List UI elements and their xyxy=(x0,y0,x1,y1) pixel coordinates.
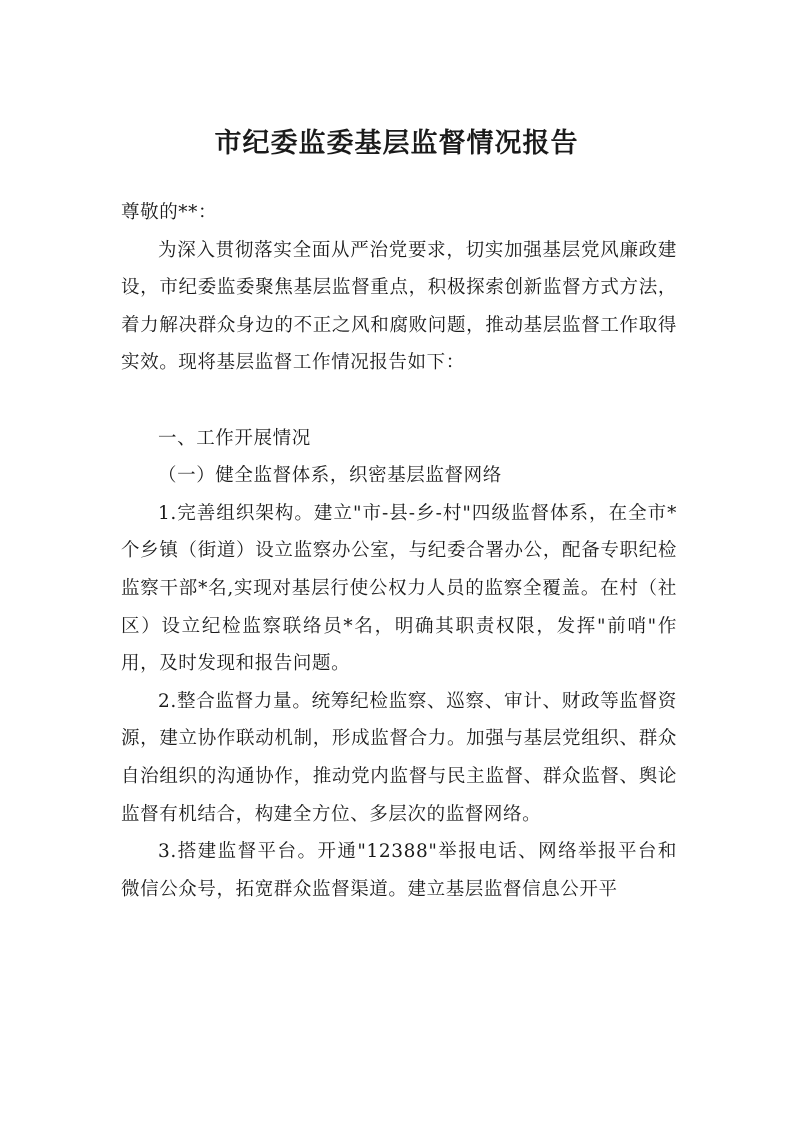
document-body xyxy=(121,194,677,908)
intro-paragraph: 为深入贯彻落实全面从严治党要求，切实加强基层党风廉政建设，市纪委监委聚焦基层监督重点，积极探索创新监督方式方法，着力解决群众身边的不正之风和腐败问题，推动基层监督工作取得实效。现将基层监督工作情况报告如下： xyxy=(121,239,677,374)
section-heading: 一、工作开展情况 xyxy=(158,427,311,449)
paragraph-spacer xyxy=(121,382,677,420)
body-paragraph: 2.整合监督力量。统筹纪检监察、巡察、审计、财政等监督资源，建立协作联动机制，形成监督合力。加强与基层党组织、群众自治组织的沟通协作，推动党内监督与民主监督、群众监督、舆论监督有机结合，构建全方位、多层次的监督网络。 xyxy=(121,690,677,825)
salutation: 尊敬的**： xyxy=(121,202,218,223)
subsection-heading: （一）健全监督体系，织密基层监督网络 xyxy=(158,465,502,487)
body-paragraph: 3.搭建监督平台。开通"12388"举报电话、网络举报平台和微信公众号，拓宽群众监督渠道。建立基层监督信息公开平 xyxy=(121,841,677,900)
document-title: 市纪委监委基层监督情况报告 xyxy=(214,128,579,159)
body-paragraph: 1.完善组织架构。建立"市-县-乡-村"四级监督体系，在全市*个乡镇（街道）设立监察办公室，与纪委合署办公，配备专职纪检监察干部*名,实现对基层行使公权力人员的监察全覆盖。在村（社区）设立纪检监察联络员*名，明确其职责权限，发挥"前哨"作用，及时发现和报告问题。 xyxy=(121,502,677,675)
